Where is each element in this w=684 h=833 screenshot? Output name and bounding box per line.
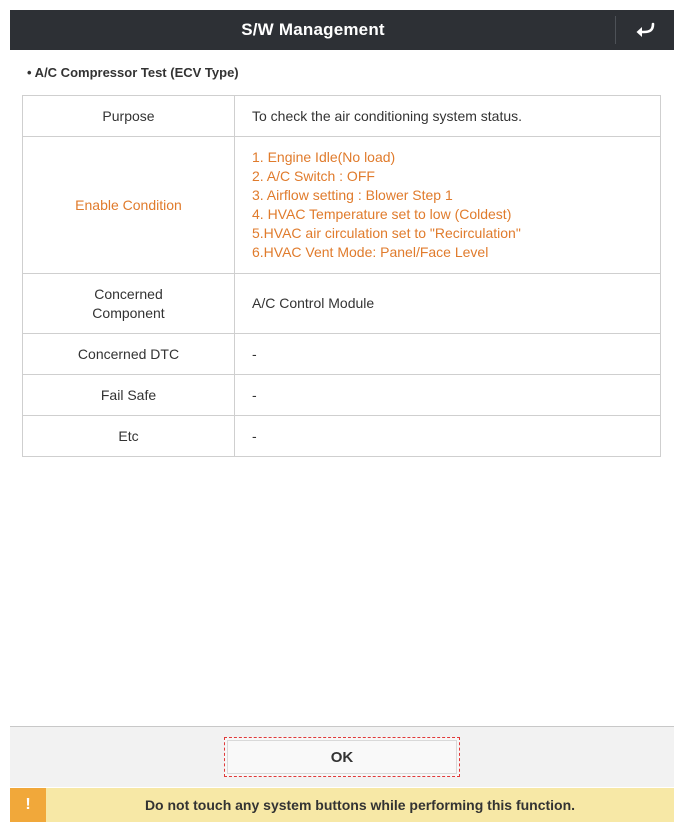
list-item: 1. Engine Idle(No load) xyxy=(252,149,396,165)
return-arrow-icon xyxy=(634,21,656,39)
warning-text: Do not touch any system buttons while performing this function. xyxy=(144,797,576,813)
section-title: • A/C Compressor Test (ECV Type) xyxy=(27,65,239,80)
concerned-dtc-label: Concerned DTC xyxy=(23,334,235,375)
concerned-dtc-value: - xyxy=(235,334,661,375)
list-item: 6.HVAC Vent Mode: Panel/Face Level xyxy=(252,244,489,260)
concerned-component-label-line2: Component xyxy=(92,304,165,321)
ok-button[interactable] xyxy=(224,737,460,777)
concerned-component-label xyxy=(23,274,235,334)
table-row-fail-safe xyxy=(23,375,661,416)
purpose-value: To check the air conditioning system status. xyxy=(235,96,661,137)
fail-safe-label: Fail Safe xyxy=(23,375,235,416)
table-row-etc xyxy=(23,416,661,457)
warning-banner xyxy=(10,788,674,822)
purpose-label: Purpose xyxy=(23,96,235,137)
enable-condition-value xyxy=(235,137,661,274)
etc-value: - xyxy=(235,416,661,457)
fail-safe-value: - xyxy=(235,375,661,416)
page-title: S/W Management xyxy=(241,20,385,39)
table-row-enable-condition xyxy=(23,137,661,274)
concerned-component-label-line1: Concerned xyxy=(94,285,163,302)
list-item: 4. HVAC Temperature set to low (Coldest) xyxy=(252,206,512,222)
etc-label: Etc xyxy=(23,416,235,457)
concerned-component-value: A/C Control Module xyxy=(235,274,661,334)
ok-button-label: OK xyxy=(330,748,354,766)
table-row-purpose xyxy=(23,96,661,137)
title-bar xyxy=(10,10,674,50)
list-item: 3. Airflow setting : Blower Step 1 xyxy=(252,187,453,203)
enable-condition-list xyxy=(252,148,643,262)
back-button[interactable] xyxy=(616,10,674,50)
list-item: 2. A/C Switch : OFF xyxy=(252,168,375,184)
info-table xyxy=(22,95,661,457)
warning-icon: ! xyxy=(10,788,46,822)
list-item: 5.HVAC air circulation set to "Recirculation" xyxy=(252,225,521,241)
table-row-concerned-dtc xyxy=(23,334,661,375)
enable-condition-label: Enable Condition xyxy=(23,137,235,274)
table-row-concerned-component xyxy=(23,274,661,334)
